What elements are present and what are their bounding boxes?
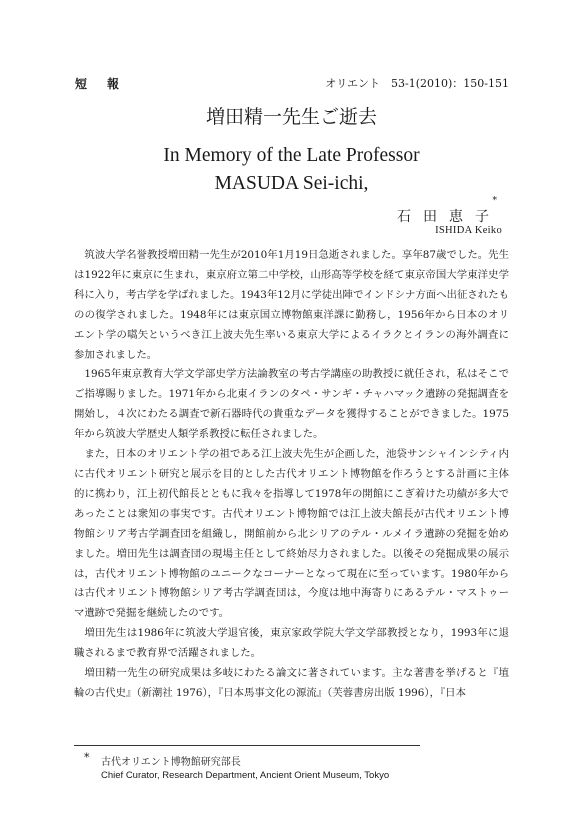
footnote-affiliation-japanese: 古代オリエント博物館研究部長 [101, 757, 241, 768]
paragraph-5: 増田精一先生の研究成果は多岐にわたる論文に著されています。主な著書を挙げると『埴輪の古代史』（新潮社 1976），『日本馬事文化の源流』（芙蓉書房出版 1996），『日本 [74, 667, 509, 699]
footnote-affiliation-english: Chief Curator, Research Department, Ancient Orient Museum, Tokyo [101, 770, 390, 781]
paragraph-1: 筑波大学名誉教授増田精一先生が2010年1月19日急逝されました。享年87歳でした。先生は1922年に東京に生まれ，東京府立第二中学校，山形高等学校を経て東京帝国大学東洋史学科に入り，考古学を学ばれました。1943年12月に学徒出陣でインドシナ方面へ出征されたものの復学されました。1948年には東京国立博物館東洋課に勤務し，1956年から日本のオリエント学の嚆矢というべき江上波夫先生率いる東京大学によるイラクとイランの海外調査に参加されました。 [74, 249, 509, 361]
paragraph-2: 1965年東京教育大学文学部史学方法論教室の考古学講座の助教授に就任され，私はそこでご指導賜りました。1971年から北東イランのタペ・サンギ・チャハマック遺跡の発掘調査を開始し，４次にわたる調査で新石器時代の貴重なデータを獲得することができました。1975年から筑波大学歴史人類学系教授に転任されました。 [74, 368, 509, 441]
author-name-english: ISHIDA Keiko [435, 225, 502, 236]
article-body [74, 246, 509, 704]
title-english-line2: MASUDA Sei-ichi, [214, 173, 369, 194]
title-english [0, 142, 583, 198]
author-footnote-marker: * [492, 196, 497, 206]
paragraph-3: また，日本のオリエント学の祖である江上波夫先生が企画した，池袋サンシャインシティ内に古代オリエント研究と展示を目的とした古代オリエント博物館を作ろうとする計画に主体的に携わり，江上初代館長とともに我々を指導して1978年の開館にこぎ着けた功績が多大であったことは衆知の事実です。古代オリエント博物館では江上波夫館長が古代オリエント博物館シリア考古学調査団を組織し，開館前から北シリアのテル・ルメイラ遺跡の発掘を始めました。増田先生は調査団の現場主任として終始尽力されました。以後その発掘成果の展示は，古代オリエント博物館のユニークなコーナーとなって現在に至っています。1980年からは古代オリエント博物館シリア考古学調査団は，今度は地中海寄りにあるテル・マストゥーマ遺跡で発掘を継続したのです。 [74, 448, 509, 620]
author-name-japanese: 石田恵子 [397, 209, 501, 225]
title-english-line1: In Memory of the Late Professor [163, 145, 420, 166]
section-label: 短 報 [75, 77, 124, 91]
paragraph-4: 増田先生は1986年に筑波大学退官後，東京家政学院大学文学部教授となり，1993年に退職されるまで教育界で活躍されました。 [74, 627, 509, 660]
footnote-marker: * [84, 751, 90, 764]
journal-reference: オリエント 53-1(2010)：150-151 [325, 77, 509, 90]
title-japanese: 増田精一先生ご逝去 [205, 106, 377, 128]
footnote-divider [74, 745, 420, 746]
